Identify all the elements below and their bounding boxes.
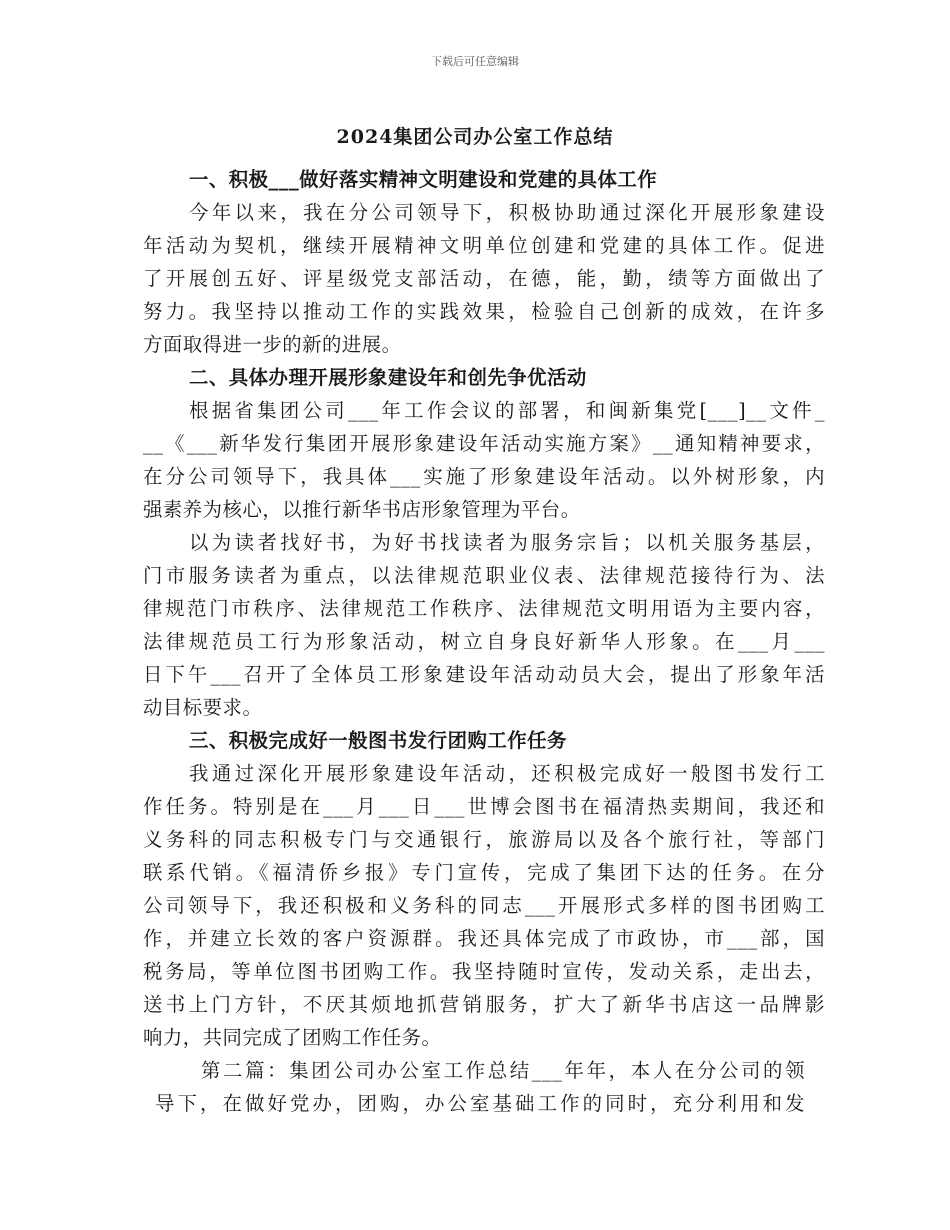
paragraph-first-line: 第二篇：集团公司办公室工作总结___年年，本人在分公司的领	[201, 1059, 805, 1082]
document-body	[143, 163, 825, 1054]
paragraph-first-line: 以为读者找好书，为好书找读者为服务宗旨；以机关服务基层，	[189, 531, 825, 554]
body-line: 送书上门方针，不厌其烦地抓营销服务，扩大了新华书店这一品牌影	[143, 993, 825, 1016]
document-part2	[155, 1054, 805, 1120]
body-line: 义务科的同志积极专门与交通银行，旅游局以及各个旅行社，等部门	[143, 828, 825, 851]
body-line: 作，并建立长效的客户资源群。我还具体完成了市政协，市___部，国	[143, 927, 825, 950]
body-line: 响力，共同完成了团购工作任务。	[143, 1026, 442, 1049]
body-line: 律规范门市秩序、法律规范工作秩序、法律规范文明用语为主要内容，	[143, 597, 825, 620]
section-heading: 三、积极完成好一般图书发行团购工作任务	[189, 729, 567, 752]
paragraph-first-line: 根据省集团公司___年工作会议的部署，和闽新集党[___]__文件_	[189, 399, 825, 422]
body-line: 税务局，等单位图书团购工作。我坚持随时宣传，发动关系，走出去，	[143, 960, 825, 983]
body-line: 在分公司领导下，我具体___实施了形象建设年活动。以外树形象，内	[143, 465, 825, 488]
section-heading: 二、具体办理开展形象建设年和创先争优活动	[189, 366, 587, 389]
body-line: 动目标要求。	[143, 696, 263, 719]
body-line: 日下午___召开了全体员工形象建设年活动动员大会，提出了形象年活	[143, 663, 825, 686]
body-line: 年活动为契机，继续开展精神文明单位创建和党建的具体工作。促进	[143, 234, 825, 257]
section-heading: 一、积极___做好落实精神文明建设和党建的具体工作	[189, 168, 658, 191]
paragraph-first-line: 我通过深化开展形象建设年活动，还积极完成好一般图书发行工	[189, 762, 825, 785]
document-title: 2024集团公司办公室工作总结	[336, 126, 614, 148]
body-line: 导下，在做好党办，团购，办公室基础工作的同时，充分利用和发	[155, 1092, 805, 1115]
body-line: 法律规范员工行为形象活动，树立自身良好新华人形象。在___月___	[143, 630, 825, 653]
body-line: 努力。我坚持以推动工作的实践效果，检验自己创新的成效，在许多	[143, 300, 825, 323]
body-line: 联系代销。《福清侨乡报》专门宣传，完成了集团下达的任务。在分	[143, 861, 825, 884]
body-line: 方面取得进一步的新的进展。	[143, 333, 402, 356]
body-line: __《___新华发行集团开展形象建设年活动实施方案》__通知精神要求，	[143, 432, 825, 455]
paragraph-first-line: 今年以来，我在分公司领导下，积极协助通过深化开展形象建设	[189, 201, 825, 224]
body-line: 了开展创五好、评星级党支部活动，在德，能，勤，绩等方面做出了	[143, 267, 825, 290]
body-line: 门市服务读者为重点，以法律规范职业仪表、法律规范接待行为、法	[143, 564, 825, 587]
body-line: 公司领导下，我还积极和义务科的同志___开展形式多样的图书团购工	[143, 894, 825, 917]
body-line: 作任务。特别是在___月___日___世博会图书在福清热卖期间，我还和	[143, 795, 825, 818]
page-header-note: 下载后可任意编辑	[431, 55, 519, 68]
body-line: 强素养为核心，以推行新华书店形象管理为平台。	[143, 498, 581, 521]
